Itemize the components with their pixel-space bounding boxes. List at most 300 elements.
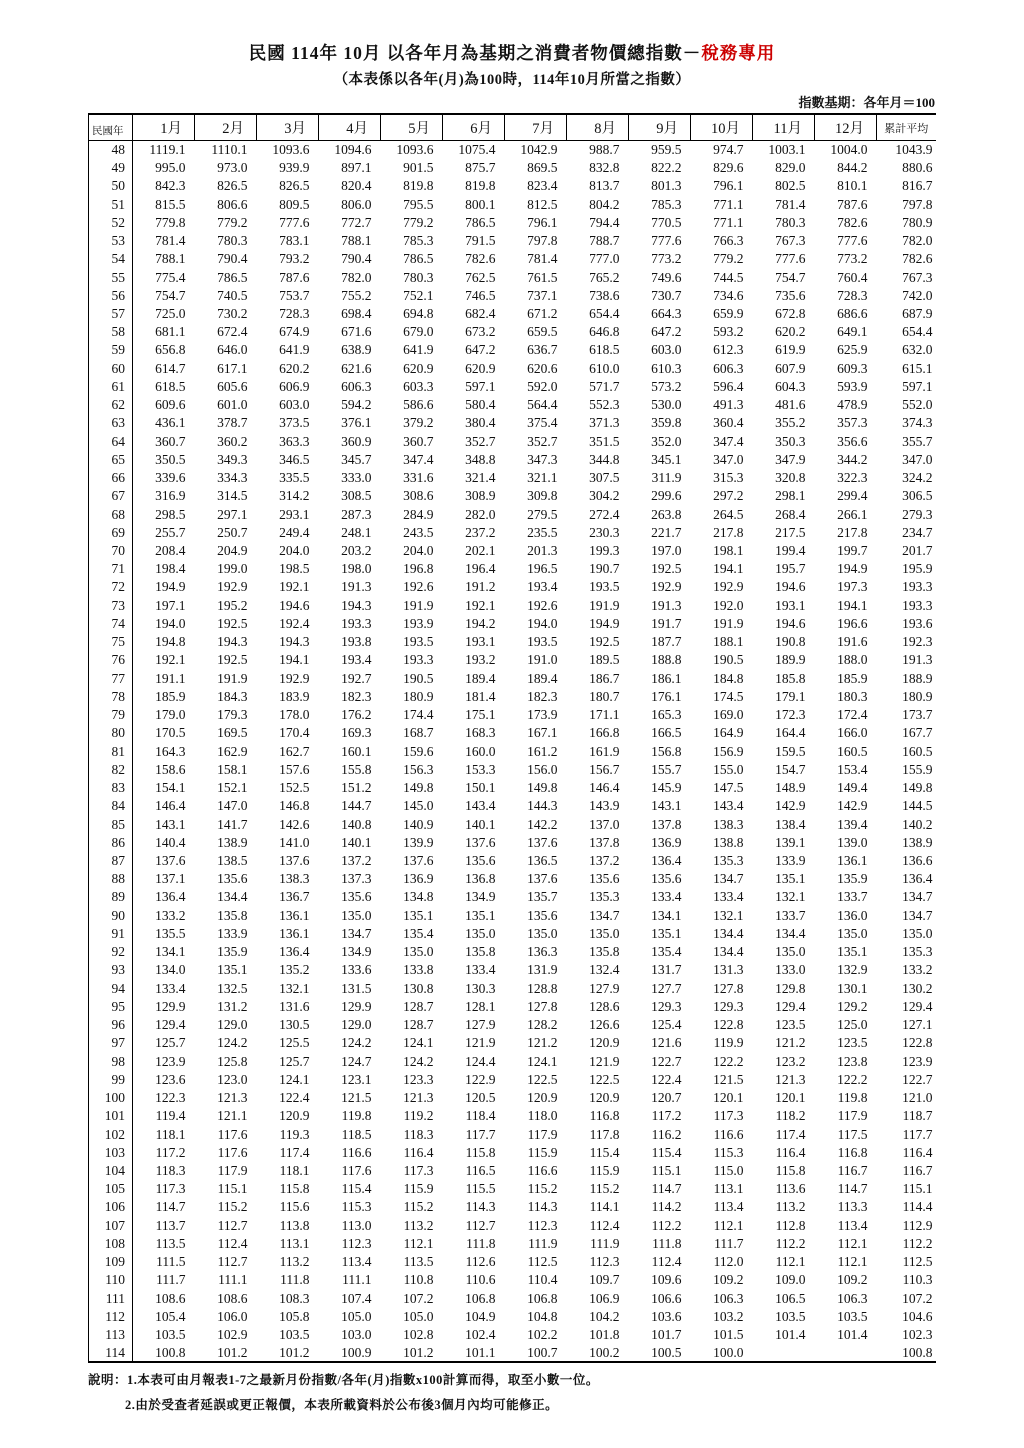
value-cell: 114.1 [589, 1199, 620, 1215]
value-cell: 136.0 [837, 907, 868, 923]
value-cell: 193.9 [403, 615, 434, 631]
value-cell: 192.9 [713, 579, 744, 595]
value-cell: 204.0 [403, 543, 434, 559]
value-cell: 159.5 [775, 743, 806, 759]
value-cell: 199.0 [217, 561, 248, 577]
value-cell: 124.1 [527, 1053, 558, 1069]
avg-cell: 654.4 [902, 324, 933, 340]
value-cell: 117.3 [403, 1162, 434, 1178]
value-cell: 681.1 [155, 324, 186, 340]
value-cell: 112.1 [713, 1217, 744, 1233]
value-cell: 117.6 [217, 1144, 248, 1160]
year-cell: 84 [89, 797, 133, 815]
value-cell: 131.9 [527, 962, 558, 978]
avg-cell: 115.1 [902, 1181, 933, 1197]
value-cell: 193.2 [465, 652, 496, 668]
value-cell: 112.1 [837, 1235, 868, 1251]
value-cell: 135.1 [651, 925, 682, 941]
table-row [89, 1070, 936, 1088]
value-cell: 671.6 [341, 324, 372, 340]
year-cell: 77 [89, 669, 133, 687]
value-cell: 146.4 [589, 780, 620, 796]
value-cell: 135.6 [465, 853, 496, 868]
value-cell: 156.0 [527, 761, 558, 777]
value-cell: 144.7 [341, 798, 372, 814]
value-cell: 112.4 [217, 1235, 248, 1251]
value-cell: 120.9 [589, 1090, 620, 1106]
value-cell: 193.5 [527, 634, 558, 650]
value-cell: 158.1 [217, 761, 248, 777]
value-cell: 135.0 [527, 925, 558, 941]
value-cell: 192.5 [217, 615, 248, 631]
avg-cell: 201.7 [902, 543, 933, 559]
value-cell: 779.2 [713, 251, 744, 267]
year-cell: 90 [89, 906, 133, 924]
year-cell: 87 [89, 852, 133, 870]
avg-cell: 780.9 [902, 214, 933, 230]
value-cell: 134.1 [651, 907, 682, 923]
value-cell: 112.5 [527, 1254, 558, 1270]
value-cell: 530.0 [651, 397, 682, 413]
value-cell: 123.5 [837, 1035, 868, 1051]
value-cell: 179.1 [775, 688, 806, 704]
value-cell: 115.2 [589, 1181, 620, 1197]
value-cell: 130.1 [837, 980, 868, 996]
value-cell: 356.6 [837, 433, 868, 449]
table-row [89, 1107, 936, 1125]
value-cell: 119.8 [341, 1108, 372, 1124]
avg-cell: 144.5 [902, 798, 933, 814]
value-cell: 128.2 [527, 1017, 558, 1033]
value-cell: 111.1 [342, 1272, 372, 1288]
value-cell: 164.3 [155, 743, 186, 759]
month-header-cell: 1月 [133, 114, 195, 141]
table-row [89, 286, 936, 304]
value-cell: 137.1 [155, 871, 186, 887]
value-cell: 126.6 [589, 1017, 620, 1033]
value-cell: 122.4 [279, 1090, 310, 1106]
value-cell: 131.3 [713, 962, 744, 978]
value-cell: 609.3 [837, 360, 868, 376]
table-row [89, 578, 936, 596]
value-cell: 347.3 [527, 451, 558, 467]
value-cell: 335.5 [279, 470, 310, 486]
value-cell: 137.6 [465, 834, 496, 850]
value-cell: 116.4 [775, 1144, 806, 1160]
value-cell: 571.7 [589, 378, 620, 394]
avg-cell: 140.2 [902, 816, 933, 832]
table-row [89, 213, 936, 231]
value-cell: 184.3 [217, 688, 248, 704]
value-cell: 552.3 [589, 397, 620, 413]
value-cell: 107.2 [403, 1290, 434, 1306]
table-row [89, 1308, 936, 1326]
avg-cell: 306.5 [902, 488, 933, 504]
avg-cell: 188.9 [902, 670, 933, 686]
value-cell: 755.2 [341, 287, 372, 303]
value-cell: 897.1 [341, 160, 372, 176]
value-cell: 115.4 [589, 1144, 620, 1160]
value-cell: 133.9 [775, 853, 806, 868]
value-cell: 191.6 [837, 634, 868, 650]
value-cell: 193.1 [465, 634, 496, 650]
year-cell: 79 [89, 706, 133, 724]
year-cell: 53 [89, 232, 133, 250]
value-cell: 135.6 [217, 871, 248, 887]
value-cell: 115.1 [217, 1181, 248, 1197]
value-cell: 116.6 [527, 1162, 558, 1178]
value-cell: 124.2 [341, 1035, 372, 1051]
value-cell: 188.0 [837, 652, 868, 668]
avg-cell: 114.4 [902, 1199, 933, 1215]
title-main-text: 民國 114年 10月 以各年月為基期之消費者物價總指數－ [248, 43, 702, 63]
value-cell: 138.5 [217, 853, 248, 868]
value-cell: 802.5 [775, 178, 806, 194]
value-cell: 594.2 [341, 397, 372, 413]
value-cell: 182.3 [341, 688, 372, 704]
value-cell: 939.9 [279, 160, 310, 176]
value-cell: 293.1 [279, 506, 310, 522]
avg-cell: 782.0 [902, 233, 933, 249]
value-cell: 135.1 [775, 871, 806, 887]
value-cell: 142.6 [279, 816, 310, 832]
value-cell: 115.5 [465, 1181, 496, 1197]
value-cell: 193.8 [341, 634, 372, 650]
value-cell: 137.8 [589, 834, 620, 850]
value-cell: 344.8 [589, 451, 620, 467]
year-cell: 110 [89, 1271, 133, 1289]
value-cell: 773.2 [651, 251, 682, 267]
value-cell: 617.1 [217, 360, 248, 376]
value-cell: 641.9 [279, 342, 310, 358]
value-cell: 237.2 [465, 524, 496, 540]
value-cell: 806.6 [217, 196, 248, 212]
year-cell: 70 [89, 542, 133, 560]
value-cell: 118.4 [465, 1108, 496, 1124]
year-cell: 86 [89, 833, 133, 851]
value-cell: 133.4 [155, 980, 186, 996]
value-cell: 573.2 [651, 378, 682, 394]
value-cell: 196.6 [837, 615, 868, 631]
value-cell: 135.6 [527, 907, 558, 923]
value-cell: 308.9 [465, 488, 496, 504]
value-cell: 192.6 [403, 579, 434, 595]
value-cell: 197.1 [155, 597, 186, 613]
value-cell: 122.5 [589, 1071, 620, 1087]
year-cell: 106 [89, 1198, 133, 1216]
value-cell: 249.4 [279, 524, 310, 540]
table-row [89, 998, 936, 1016]
year-cell: 52 [89, 213, 133, 231]
value-cell: 230.3 [589, 524, 620, 540]
value-cell: 339.6 [155, 470, 186, 486]
value-cell: 782.6 [465, 251, 496, 267]
value-cell: 122.2 [713, 1053, 744, 1069]
value-cell: 112.2 [775, 1235, 806, 1251]
value-cell: 641.9 [403, 342, 434, 358]
avg-cell: 129.4 [902, 998, 933, 1014]
cpi-index-table [88, 113, 936, 1363]
value-cell: 131.6 [279, 998, 310, 1014]
value-cell: 172.4 [837, 707, 868, 723]
value-cell: 191.3 [651, 597, 682, 613]
value-cell: 826.5 [279, 178, 310, 194]
value-cell: 133.8 [403, 962, 434, 978]
value-cell: 122.3 [155, 1090, 186, 1106]
year-cell: 94 [89, 979, 133, 997]
value-cell: 734.6 [713, 287, 744, 303]
year-cell: 109 [89, 1253, 133, 1271]
value-cell: 117.6 [217, 1126, 248, 1142]
avg-cell: 880.6 [902, 160, 933, 176]
year-cell: 59 [89, 341, 133, 359]
value-cell: 198.4 [155, 561, 186, 577]
table-row [89, 833, 936, 851]
value-cell: 347.4 [713, 433, 744, 449]
avg-cell: 195.9 [902, 561, 933, 577]
year-cell: 73 [89, 596, 133, 614]
value-cell: 656.8 [155, 342, 186, 358]
value-cell: 143.4 [713, 798, 744, 814]
value-cell: 117.8 [589, 1126, 620, 1142]
value-cell: 780.3 [217, 233, 248, 249]
value-cell: 795.5 [403, 196, 434, 212]
value-cell: 113.1 [713, 1181, 744, 1197]
value-cell: 120.9 [589, 1035, 620, 1051]
value-cell: 115.8 [465, 1144, 496, 1160]
value-cell: 1110.1 [211, 142, 248, 158]
avg-cell: 122.8 [902, 1035, 933, 1051]
table-row [89, 1253, 936, 1271]
value-cell: 153.4 [837, 761, 868, 777]
value-cell: 117.5 [837, 1126, 868, 1142]
value-cell: 102.8 [403, 1327, 434, 1343]
value-cell: 111.9 [590, 1235, 620, 1251]
avg-cell: 552.0 [902, 397, 933, 413]
value-cell: 166.5 [651, 725, 682, 741]
avg-cell: 130.2 [902, 980, 933, 996]
value-cell: 121.9 [589, 1053, 620, 1069]
avg-cell: 597.1 [902, 378, 933, 394]
page-title [0, 0, 1024, 65]
value-cell: 772.7 [341, 214, 372, 230]
value-cell: 974.7 [713, 142, 744, 158]
value-cell: 679.0 [403, 324, 434, 340]
value-cell: 694.8 [403, 305, 434, 321]
value-cell: 103.2 [713, 1308, 744, 1324]
value-cell: 179.3 [217, 707, 248, 723]
year-cell: 85 [89, 815, 133, 833]
value-cell: 130.5 [279, 1017, 310, 1033]
value-cell: 191.9 [217, 670, 248, 686]
value-cell: 959.5 [651, 142, 682, 158]
avg-cell: 615.1 [902, 360, 933, 376]
page-subtitle: （本表係以各年(月)為100時，114年10月所當之指數） [333, 72, 691, 88]
value-cell: 136.9 [651, 834, 682, 850]
value-cell: 815.5 [155, 196, 186, 212]
value-cell: 345.1 [651, 451, 682, 467]
value-cell: 682.4 [465, 305, 496, 321]
value-cell: 133.4 [713, 889, 744, 905]
value-cell: 123.9 [155, 1053, 186, 1069]
value-cell: 140.4 [155, 834, 186, 850]
value-cell: 135.9 [217, 944, 248, 960]
value-cell: 174.4 [403, 707, 434, 723]
value-cell: 235.5 [527, 524, 558, 540]
value-cell: 800.1 [465, 196, 496, 212]
value-cell: 136.4 [651, 853, 682, 868]
avg-cell: 149.8 [902, 780, 933, 796]
value-cell: 620.6 [527, 360, 558, 376]
value-cell: 321.1 [527, 470, 558, 486]
value-cell: 112.6 [465, 1254, 496, 1270]
table-row [89, 250, 936, 268]
year-cell: 114 [89, 1344, 133, 1362]
value-cell: 217.8 [837, 524, 868, 540]
value-cell: 129.9 [341, 998, 372, 1014]
value-cell: 117.2 [155, 1144, 186, 1160]
value-cell: 115.4 [651, 1144, 682, 1160]
value-cell: 133.9 [217, 925, 248, 941]
value-cell: 134.4 [713, 944, 744, 960]
value-cell: 208.4 [155, 543, 186, 559]
year-cell: 56 [89, 286, 133, 304]
value-cell: 156.9 [713, 743, 744, 759]
footnote-text-1: 1.本表可由月報表1-7之最新月份指數/各年(月)指數x100計算而得，取至小數一位。 [127, 1373, 599, 1388]
year-cell: 64 [89, 432, 133, 450]
value-cell: 120.9 [279, 1108, 310, 1124]
year-cell: 101 [89, 1107, 133, 1125]
value-cell: 299.4 [837, 488, 868, 504]
value-cell: 113.2 [775, 1199, 806, 1215]
value-cell: 649.1 [837, 324, 868, 340]
value-cell: 123.5 [775, 1017, 806, 1033]
year-cell: 57 [89, 305, 133, 323]
value-cell: 115.4 [341, 1181, 372, 1197]
value-cell: 137.2 [589, 853, 620, 868]
value-cell: 121.2 [775, 1035, 806, 1051]
value-cell: 786.5 [465, 214, 496, 230]
value-cell: 744.5 [713, 269, 744, 285]
value-cell: 217.8 [713, 524, 744, 540]
table-row [89, 469, 936, 487]
avg-cell: 136.6 [902, 853, 933, 868]
value-cell: 132.5 [217, 980, 248, 996]
year-cell: 66 [89, 469, 133, 487]
avg-cell: 324.2 [902, 470, 933, 486]
value-cell: 844.2 [837, 160, 868, 176]
value-cell: 168.3 [465, 725, 496, 741]
value-cell: 117.9 [527, 1126, 558, 1142]
value-cell: 133.7 [775, 907, 806, 923]
table-row [89, 1198, 936, 1216]
value-cell: 139.9 [403, 834, 434, 850]
value-cell: 135.0 [775, 944, 806, 960]
value-cell: 268.4 [775, 506, 806, 522]
value-cell: 735.6 [775, 287, 806, 303]
year-cell: 75 [89, 633, 133, 651]
value-cell: 133.6 [341, 962, 372, 978]
avg-cell: 193.6 [902, 615, 933, 631]
footnote-line-1 [88, 1370, 1024, 1388]
value-cell: 106.0 [217, 1308, 248, 1324]
value-cell: 139.1 [775, 834, 806, 850]
value-cell: 309.8 [527, 488, 558, 504]
value-cell: 131.5 [341, 980, 372, 996]
value-cell: 140.1 [465, 816, 496, 832]
value-cell: 152.1 [217, 780, 248, 796]
year-cell: 72 [89, 578, 133, 596]
year-cell: 78 [89, 688, 133, 706]
value-cell [815, 1344, 877, 1362]
value-cell: 360.4 [713, 415, 744, 431]
value-cell: 304.2 [589, 488, 620, 504]
value-cell: 117.7 [465, 1126, 496, 1142]
year-cell: 113 [89, 1326, 133, 1344]
value-cell: 124.1 [279, 1071, 310, 1087]
avg-cell: 160.5 [902, 743, 933, 759]
value-cell: 117.4 [775, 1126, 806, 1142]
value-cell: 148.9 [775, 780, 806, 796]
value-cell: 176.1 [651, 688, 682, 704]
value-cell: 164.9 [713, 725, 744, 741]
value-cell: 826.5 [217, 178, 248, 194]
value-cell: 123.1 [341, 1071, 372, 1087]
avg-cell: 136.4 [902, 871, 933, 887]
value-cell: 123.6 [155, 1071, 186, 1087]
table-row [89, 359, 936, 377]
value-cell: 135.9 [837, 871, 868, 887]
value-cell: 187.7 [651, 634, 682, 650]
value-cell: 122.7 [651, 1053, 682, 1069]
value-cell: 118.1 [279, 1162, 310, 1178]
value-cell: 674.9 [279, 324, 310, 340]
value-cell: 781.4 [775, 196, 806, 212]
index-base-note: 指數基期：各年月＝100 [798, 95, 935, 110]
value-cell: 604.3 [775, 378, 806, 394]
value-cell: 172.3 [775, 707, 806, 723]
value-cell: 314.5 [217, 488, 248, 504]
value-cell: 124.7 [341, 1053, 372, 1069]
value-cell: 101.7 [651, 1327, 682, 1343]
value-cell: 351.5 [589, 433, 620, 449]
value-cell: 777.6 [837, 233, 868, 249]
table-row [89, 1034, 936, 1052]
avg-cell: 138.9 [902, 834, 933, 850]
table-row [89, 432, 936, 450]
value-cell: 603.0 [651, 342, 682, 358]
value-cell: 869.5 [527, 160, 558, 176]
table-row [89, 688, 936, 706]
value-cell: 103.0 [341, 1327, 372, 1343]
value-cell: 614.7 [155, 360, 186, 376]
year-cell: 89 [89, 888, 133, 906]
value-cell: 749.6 [651, 269, 682, 285]
value-cell: 194.1 [713, 561, 744, 577]
value-cell: 119.4 [155, 1108, 186, 1124]
value-cell: 793.2 [279, 251, 310, 267]
value-cell: 128.1 [465, 998, 496, 1014]
value-cell: 181.4 [465, 688, 496, 704]
table-row [89, 159, 936, 177]
value-cell: 137.6 [279, 853, 310, 868]
value-cell: 783.1 [279, 233, 310, 249]
year-cell: 49 [89, 159, 133, 177]
value-cell: 137.6 [527, 834, 558, 850]
value-cell: 111.5 [156, 1254, 186, 1270]
value-cell: 149.8 [527, 780, 558, 796]
value-cell: 782.0 [341, 269, 372, 285]
